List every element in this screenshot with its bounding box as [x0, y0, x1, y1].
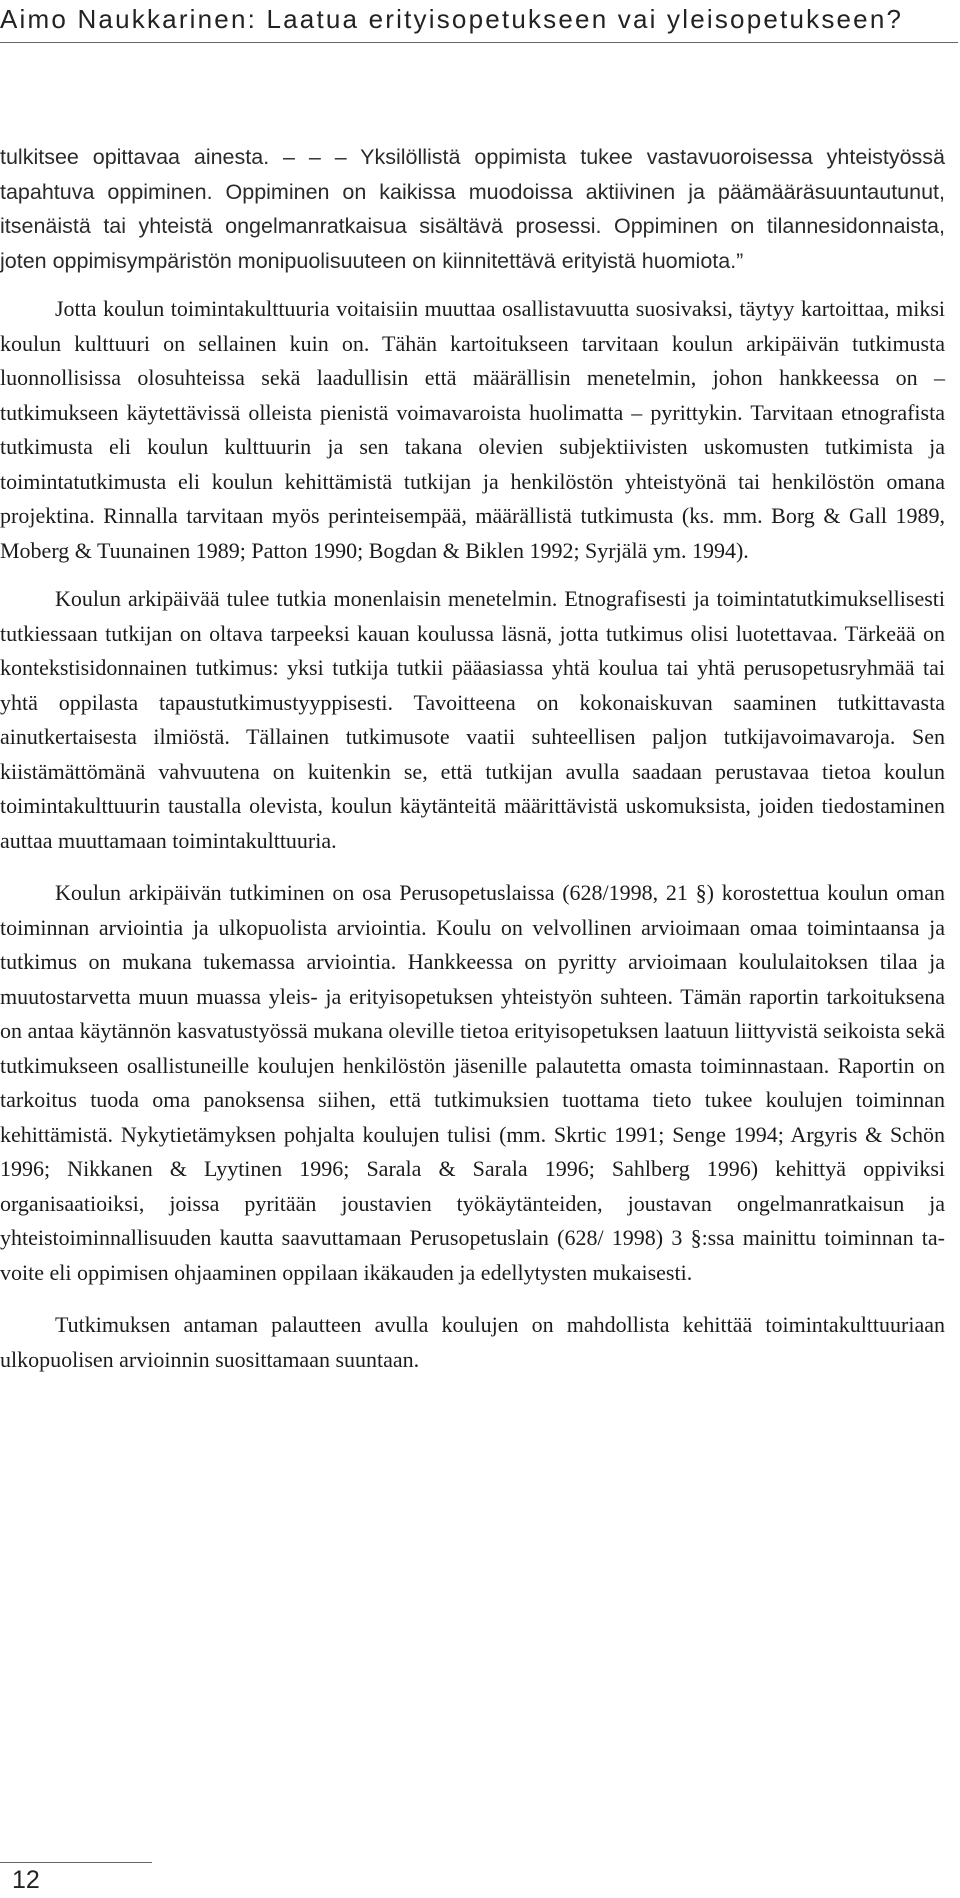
paragraph-3: Koulun arkipäivän tutkiminen on osa Perusopetuslaissa (628/1998, 21 §) korostettua koulun oman toiminnan arviointia ja ulkopuolista arviointia. Koulu on velvollinen arvioimaan omaa toimintaansa ja tutkimus on mukana tukemassa arviointia. Hankkeessa on pyritty arvioimaan koululaitoksen tilaa ja muutostarvetta muun muassa yleis- ja erityisopetuksen yhteistyön suhteen. Tämän raportin tarkoituksena on antaa käytännön kasvatustyössä mukana oleville tietoa erityisopetuksen laatuun liittyvistä seikoista sekä tutkimukseen osallistuneille koulujen henkilöstön jäsenille palautetta omasta toiminnastaan. Raportin on tarkoitus tuoda oma panoksensa siihen, että tutkimuksien tuottama tieto tukee koulujen toiminnan kehittämistä. Nykytietämyksen pohjalta koulujen tulisi (mm. Skrtic 1991; Senge 1994; Argyris & Schön 1996; Nikkanen & Lyytinen 1996; Sarala & Sarala 1996; Sahlberg 1996) kehittyä oppiviksi organisaatioiksi, joissa pyritään joustavien työkäytänteiden, joustavan ongelmanratkaisun ja yhteistoiminnallisuuden kautta saavuttamaan Perusopetuslain (628/ 1998) 3 §:ssa mainittu toiminnan tavoite eli oppimisen ohjaaminen oppilaan ikäkauden ja edellytysten mukaisesti.	[0, 880, 945, 1285]
footer-rule	[0, 1862, 152, 1863]
paragraph-1: Jotta koulun toimintakulttuuria voitaisiin muuttaa osallistavuutta suosivaksi, täytyy kartoittaa, miksi koulun kulttuuri on sellainen kuin on. Tähän kartoitukseen tarvitaan koulun arkipäivän tutkimusta luonnollisissa olosuhteissa sekä laadullisin että määrällisin menetelmin, johon hankkeessa on – tutkimukseen käytettävissä olleista pienistä voimavaroista huolimatta – pyrittykin. Tarvitaan etnografista tutkimusta eli koulun kulttuurin ja sen takana olevien subjektiivisten uskomusten tutkimista ja toimintatutkimusta eli koulun kehittämistä tutkijan ja henkilöstön yhteistyönä tai henkilöstön omana projektina. Rinnalla tarvitaan myös perinteisempää, määrällistä tutkimusta (ks. mm. Borg & Gall 1989, Moberg & Tuunainen 1989; Patton 1990; Bogdan & Biklen 1992; Syrjälä ym. 1994).	[0, 296, 945, 563]
header-rule	[0, 42, 958, 43]
paragraph-4: Tutkimuksen antaman palautteen avulla koulujen on mahdollista kehittää toimintakulttuuriaan ulkopuolisen arvioinnin suosittamaan suuntaan.	[0, 1312, 945, 1372]
running-header-title: Aimo Naukkarinen: Laatua erityisopetukseen vai yleisopetukseen?	[0, 4, 904, 34]
paragraph-2: Koulun arkipäivää tulee tutkia monenlaisin menetelmin. Etnografisesti ja toimintatutkimuksellisesti tutkiessaan tutkijan on oltava tarpeeksi kauan koulussa läsnä, jotta tutkimus olisi luotettavaa. Tärkeää on kontekstisidonnainen tutkimus: yksi tutkija tutkii pääasiassa yhtä koulua tai yhtä perusopetusryhmää tai yhtä oppilasta tapaustutkimustyyppisesti. Tavoitteena on kokonaiskuvan saaminen tutkittavasta ainutkertaisesta ilmiöstä. Tällainen tutkimusote vaatii suhteellisen paljon tutkijavoimavaroja. Sen kiistämättömänä vahvuutena on kuitenkin se, että tutkijan avulla saadaan perustavaa tietoa koulun toimintakulttuurin taustalla olevista, koulun käytänteitä määrittävistä uskomuksista, joiden tiedostaminen auttaa muuttamaan toimintakulttuuria.	[0, 586, 945, 853]
quote-continuation: tulkitsee opittavaa ainesta. – – – Yksilöllistä oppimista tukee vastavuoroisessa yhteistyössä tapahtuva oppiminen. Oppiminen on kaikissa muodoissa aktiivinen ja päämääräsuuntautunut, itsenäistä tai yhteistä ongelmanratkaisua sisältävä prosessi. Oppiminen on tilannesidonnaista, joten oppimisympäristön monipuolisuuteen on kiinnitettävä erityistä huomiota.”	[0, 145, 945, 273]
page-body	[0, 140, 945, 1377]
page-number: 12	[12, 1866, 40, 1894]
